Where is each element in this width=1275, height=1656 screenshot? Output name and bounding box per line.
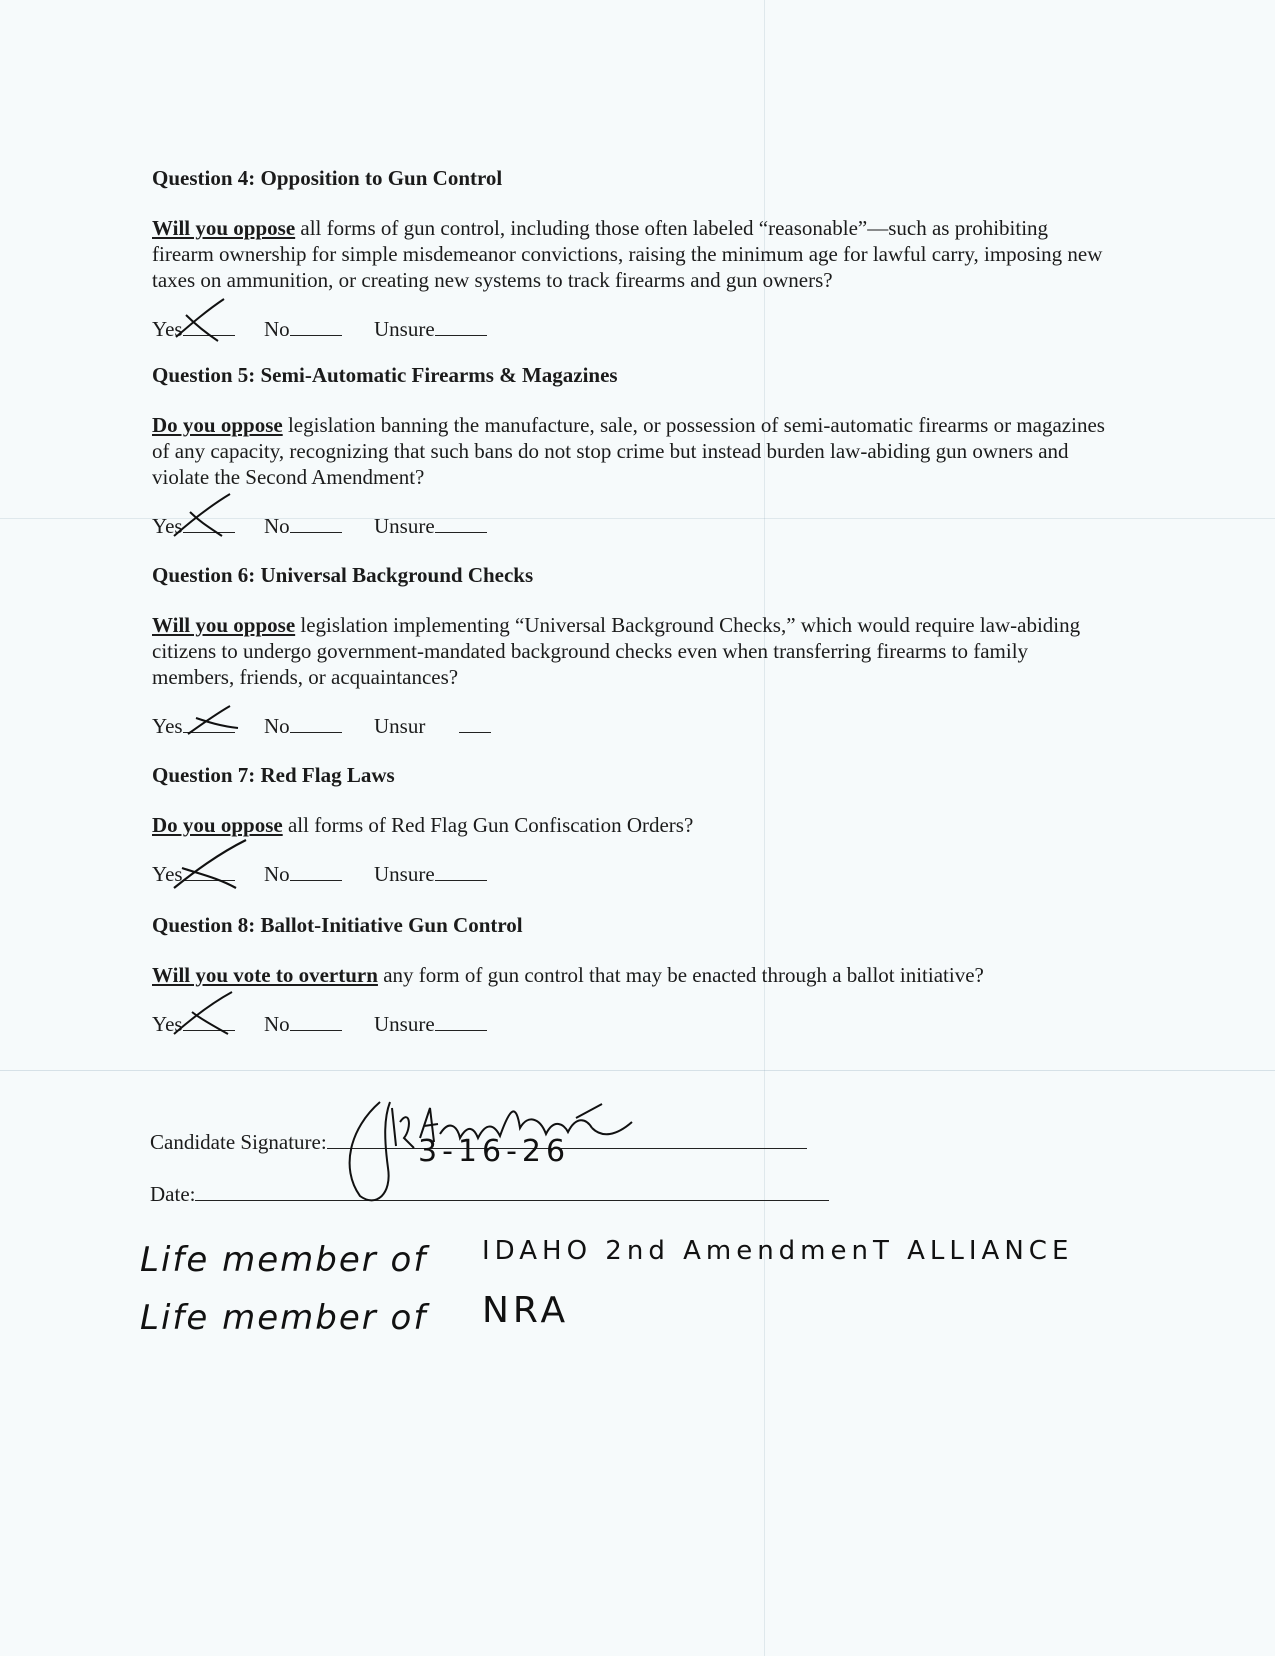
yes-label: Yes — [152, 1012, 183, 1036]
question-5 — [152, 362, 1112, 544]
question-6 — [152, 562, 1112, 744]
answer-no[interactable] — [264, 1012, 342, 1037]
unsure-label: Unsure — [374, 1012, 435, 1036]
answer-unsure[interactable] — [374, 862, 487, 887]
yes-label: Yes — [152, 514, 183, 538]
handwritten-note-1a: Life member of — [140, 1240, 428, 1280]
answer-no[interactable] — [264, 514, 342, 539]
question-lead: Do you oppose — [152, 813, 283, 837]
no-label: No — [264, 1012, 290, 1036]
answer-options — [152, 714, 1112, 744]
question-text — [152, 612, 1112, 690]
unsure-label: Unsure — [374, 514, 435, 538]
answer-options — [152, 1012, 1112, 1042]
no-label: No — [264, 514, 290, 538]
question-text — [152, 962, 1112, 988]
no-label: No — [264, 862, 290, 886]
answer-no[interactable] — [264, 317, 342, 342]
yes-label: Yes — [152, 862, 183, 886]
question-title: Question 6: Universal Background Checks — [152, 563, 534, 587]
question-body: all forms of gun control, including those often labeled “reasonable”—such as prohibiting firearm ownership for simple misdemeanor convictions, raising the minimum age for lawful carry, imposing new taxes on ammunition, or creating new systems to track firearms and gun owners? — [152, 216, 1103, 292]
answer-options — [152, 317, 1112, 347]
handwritten-date: 3-16-26 — [418, 1134, 571, 1169]
question-body: all forms of Red Flag Gun Confiscation Orders? — [282, 813, 694, 837]
answer-unsure[interactable] — [374, 317, 487, 342]
question-4 — [152, 165, 1112, 347]
question-text — [152, 215, 1112, 293]
handwritten-x-mark-icon — [170, 990, 238, 1040]
question-8 — [152, 912, 1112, 1042]
answer-options — [152, 514, 1112, 544]
question-title: Question 4: Opposition to Gun Control — [152, 166, 503, 190]
yes-label: Yes — [152, 714, 183, 738]
answer-options — [152, 862, 1112, 892]
question-title: Question 5: Semi-Automatic Firearms & Magazines — [152, 363, 618, 387]
question-lead: Will you vote to overturn — [152, 963, 378, 987]
question-title: Question 8: Ballot-Initiative Gun Control — [152, 913, 523, 937]
handwritten-note-1b: IDAHO 2nd AmendmenT ALLIANCE — [482, 1236, 1074, 1266]
scan-fold-line — [0, 1070, 1275, 1071]
question-text — [152, 412, 1112, 490]
handwritten-x-mark-icon — [170, 492, 236, 542]
handwritten-x-mark-icon — [168, 838, 248, 894]
question-body: any form of gun control that may be enacted through a ballot initiative? — [377, 963, 984, 987]
handwritten-x-mark-icon — [186, 704, 242, 740]
question-lead: Will you oppose — [152, 613, 296, 637]
question-body: legislation implementing “Universal Background Checks,” which would require law-abiding citizens to undergo government-mandated background checks even when transferring firearms to family members, friends, or acquaintances? — [152, 613, 1081, 689]
answer-unsure[interactable] — [374, 714, 491, 739]
answer-unsure[interactable] — [374, 514, 487, 539]
question-title: Question 7: Red Flag Laws — [152, 763, 395, 787]
question-lead: Do you oppose — [152, 413, 283, 437]
answer-no[interactable] — [264, 862, 342, 887]
date-label: Date: — [150, 1182, 196, 1206]
answer-unsure[interactable] — [374, 1012, 487, 1037]
unsure-label: Unsure — [374, 862, 435, 886]
handwritten-note-2a: Life member of — [140, 1298, 428, 1338]
no-label: No — [264, 714, 290, 738]
handwritten-x-mark-icon — [172, 297, 232, 345]
question-text — [152, 812, 1112, 838]
signature-label: Candidate Signature: — [150, 1130, 327, 1154]
unsure-label: Unsur — [374, 714, 426, 738]
question-lead: Will you oppose — [152, 216, 296, 240]
answer-no[interactable] — [264, 714, 342, 739]
handwritten-note-2b: NRA — [482, 1290, 570, 1331]
question-7 — [152, 762, 1112, 892]
unsure-label: Unsure — [374, 317, 435, 341]
no-label: No — [264, 317, 290, 341]
yes-label: Yes — [152, 317, 183, 341]
question-body: legislation banning the manufacture, sale, or possession of semi-automatic firearms or magazines of any capacity, recognizing that such bans do not stop crime but instead burden law-abiding gun owners and violate the Second Amendment? — [152, 413, 1105, 489]
